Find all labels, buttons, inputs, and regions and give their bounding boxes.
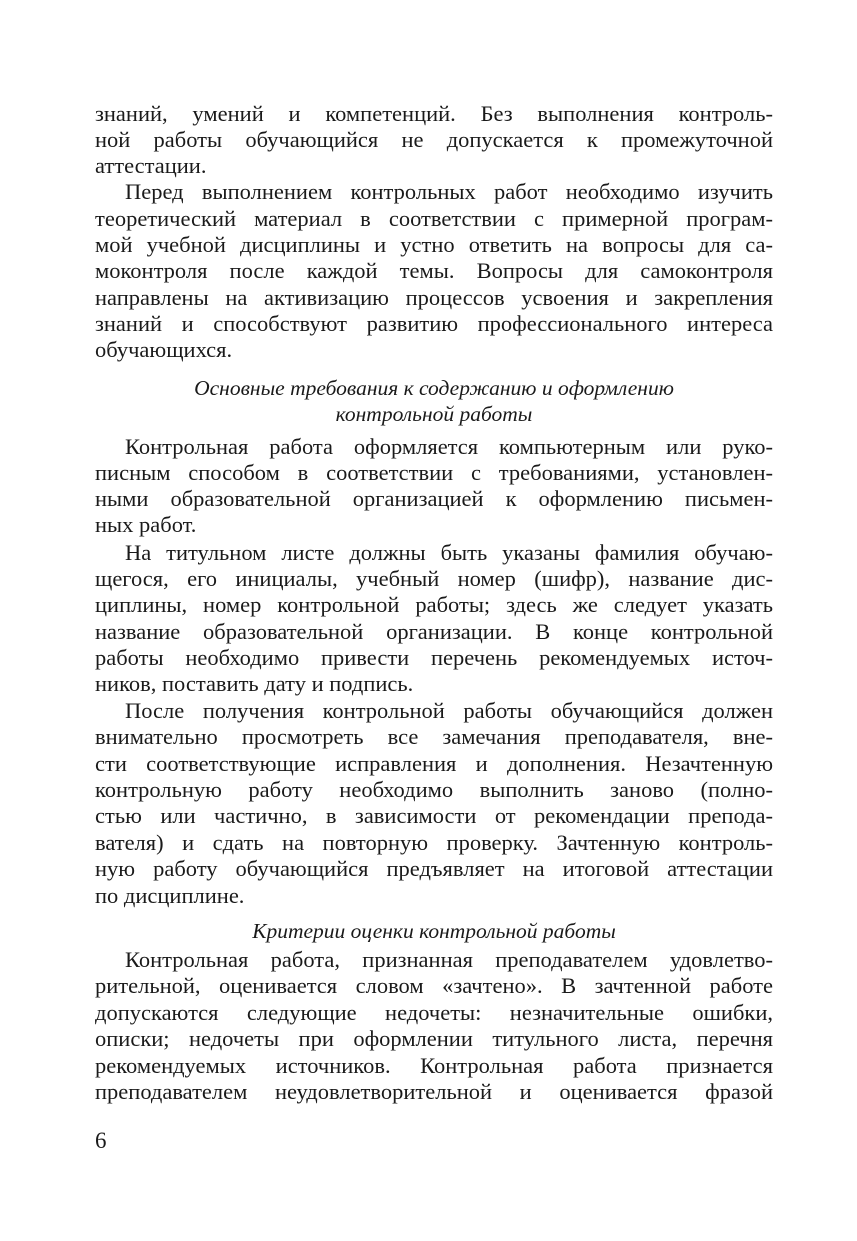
paragraph-line: работы необходимо привести перечень рекомендуемых источ- xyxy=(95,645,773,670)
paragraph-line: мой учебной дисциплины и устно ответить на вопросы для са- xyxy=(95,232,773,257)
paragraph-line: теоретический материал в соответствии с примерной програм- xyxy=(95,206,773,231)
paragraph-line: Перед выполнением контрольных работ необходимо изучить xyxy=(125,179,773,204)
paragraph-line: описки; недочеты при оформлении титульного листа, перечня xyxy=(95,1026,773,1051)
paragraph-line: вателя) и сдать на повторную проверку. Зачтенную контроль- xyxy=(95,830,773,855)
paragraph-line: моконтроля после каждой темы. Вопросы для самоконтроля xyxy=(95,258,773,283)
paragraph-line: На титульном листе должны быть указаны фамилия обучаю- xyxy=(125,540,773,565)
paragraph-line: ной работы обучающийся не допускается к промежуточной xyxy=(95,127,773,152)
paragraph-line: обучающихся. xyxy=(95,337,233,362)
paragraph-line: циплины, номер контрольной работы; здесь же следует указать xyxy=(95,592,773,617)
page-number: 6 xyxy=(95,1128,107,1153)
paragraph-line: по дисциплине. xyxy=(95,883,245,908)
paragraph-line: аттестации. xyxy=(95,153,207,178)
paragraph-line: допускаются следующие недочеты: незначительные ошибки, xyxy=(95,1000,773,1025)
paragraph-line: рительной, оценивается словом «зачтено». В зачтенной работе xyxy=(95,973,773,998)
section-heading-line: Критерии оценки контрольной работы xyxy=(252,919,616,943)
paragraph-line: название образовательной организации. В конце контрольной xyxy=(95,619,773,644)
section-heading-line: контрольной работы xyxy=(335,402,533,426)
paragraph-line: Контрольная работа оформляется компьютерным или руко- xyxy=(125,434,773,459)
paragraph-line: знаний и способствуют развитию профессионального интереса xyxy=(95,311,773,336)
paragraph-line: направлены на активизацию процессов усвоения и закрепления xyxy=(95,285,773,310)
paragraph-line: сти соответствующие исправления и дополнения. Незачтенную xyxy=(95,751,773,776)
paragraph-line: писным способом в соответствии с требованиями, установлен- xyxy=(95,460,773,485)
paragraph-line: ников, поставить дату и подпись. xyxy=(95,671,414,696)
section-heading-line: Основные требования к содержанию и оформлению xyxy=(194,376,674,400)
paragraph-line: щегося, его инициалы, учебный номер (шифр), название дис- xyxy=(95,566,773,591)
paragraph-line: ными образовательной организацией к оформлению письмен- xyxy=(95,486,773,511)
paragraph-line: рекомендуемых источников. Контрольная работа признается xyxy=(95,1053,773,1078)
paragraph-line: После получения контрольной работы обучающийся должен xyxy=(125,698,773,723)
paragraph-line: знаний, умений и компетенций. Без выполнения контроль- xyxy=(95,101,773,126)
paragraph-line: Контрольная работа, признанная преподавателем удовлетво- xyxy=(125,947,773,972)
paragraph-line: контрольную работу необходимо выполнить заново (полно- xyxy=(95,777,773,802)
paragraph-line: стью или частично, в зависимости от рекомендации препода- xyxy=(95,803,773,828)
paragraph-line: внимательно просмотреть все замечания преподавателя, вне- xyxy=(95,724,773,749)
paragraph-line: преподавателем неудовлетворительной и оценивается фразой xyxy=(95,1079,773,1104)
paragraph-line: ных работ. xyxy=(95,512,197,537)
paragraph-line: ную работу обучающийся предъявляет на итоговой аттестации xyxy=(95,856,773,881)
